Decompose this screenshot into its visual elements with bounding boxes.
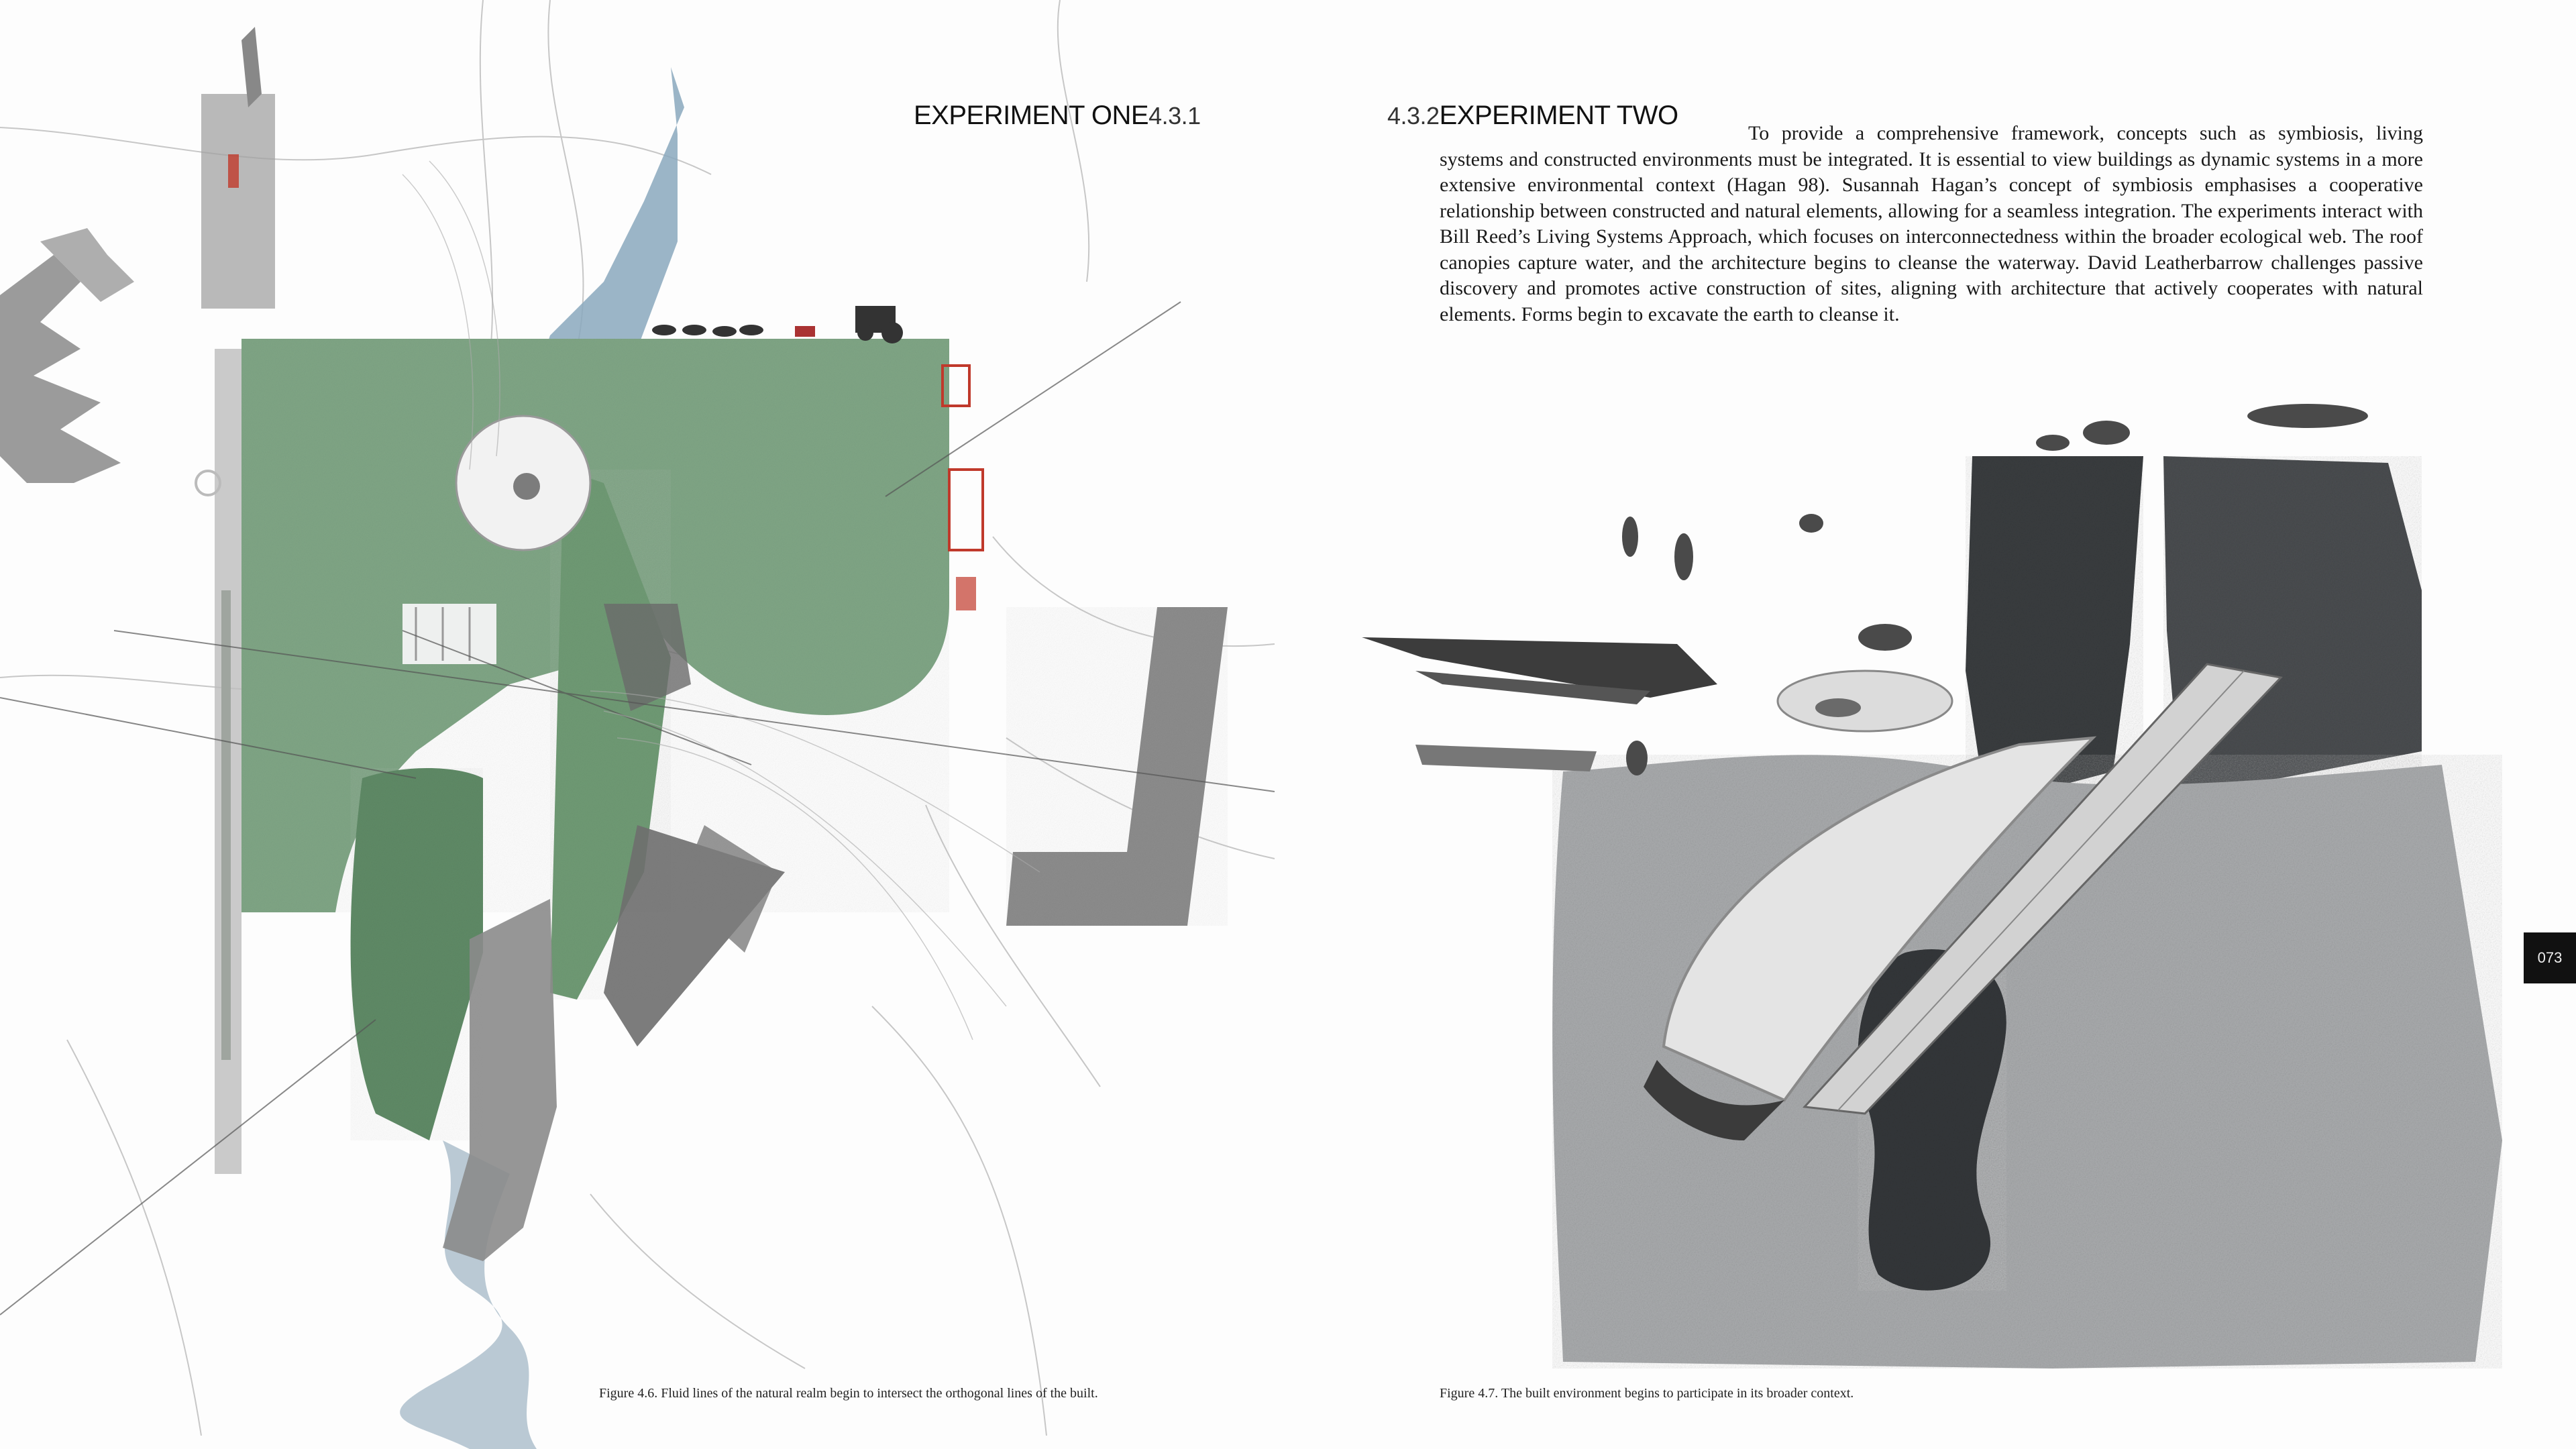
figure-caption-right: Figure 4.7. The built environment begins to participate in its broader context. (1440, 1386, 1854, 1401)
green-wedge (351, 768, 483, 1140)
roof-canopy (1664, 738, 2093, 1100)
dark-terrain-2 (2163, 456, 2422, 792)
scattered-fragments (1622, 404, 2368, 775)
l-shaped-wall (1006, 607, 1228, 926)
section-title-left: EXPERIMENT ONE (914, 101, 1149, 130)
section-number-left: 4.3.1 (1148, 102, 1201, 129)
page-number-tab (2524, 932, 2576, 983)
heading-experiment-one (914, 101, 1201, 131)
dark-water (1858, 949, 2006, 1291)
dark-terrain-1 (1966, 456, 2143, 805)
section-title-right: EXPERIMENT TWO (1439, 101, 1678, 130)
section-number-right: 4.3.2 (1387, 102, 1440, 129)
long-canopy (1805, 664, 2281, 1114)
farm-silhouettes (652, 306, 903, 343)
page-number: 073 (2537, 949, 2563, 966)
dark-shards (1362, 637, 1717, 698)
red-structure-2 (949, 470, 983, 550)
rotunda-disc (1778, 671, 1952, 731)
figure-caption-left: Figure 4.6. Fluid lines of the natural realm begin to intersect the orthogonal lines of the built. (599, 1386, 1098, 1401)
textured-ground (1552, 755, 2502, 1368)
tower-structure (201, 94, 275, 309)
body-paragraph: To provide a comprehensive framework, concepts such as symbiosis, living systems and constructed environments must be integrated. It is essential to view buildings as dynamic systems in a more extensive environmental context (Hagan 98). Susannah Hagan’s concept of symbiosis emphasises a cooperative relationship between constructed and natural elements, allowing for a seamless integration. The experiments interact with Bill Reed’s Living Systems Approach, which focuses on interconnectedness within the broader ecological web. The roof canopies capture water, and the architecture begins to cleanse the waterway. David Leatherbarrow challenges passive discovery and promotes active construction of sites, aligning with architecture that actively cooperates with natural elements. Forms begin to excavate the earth to cleanse it. (1440, 122, 2423, 325)
